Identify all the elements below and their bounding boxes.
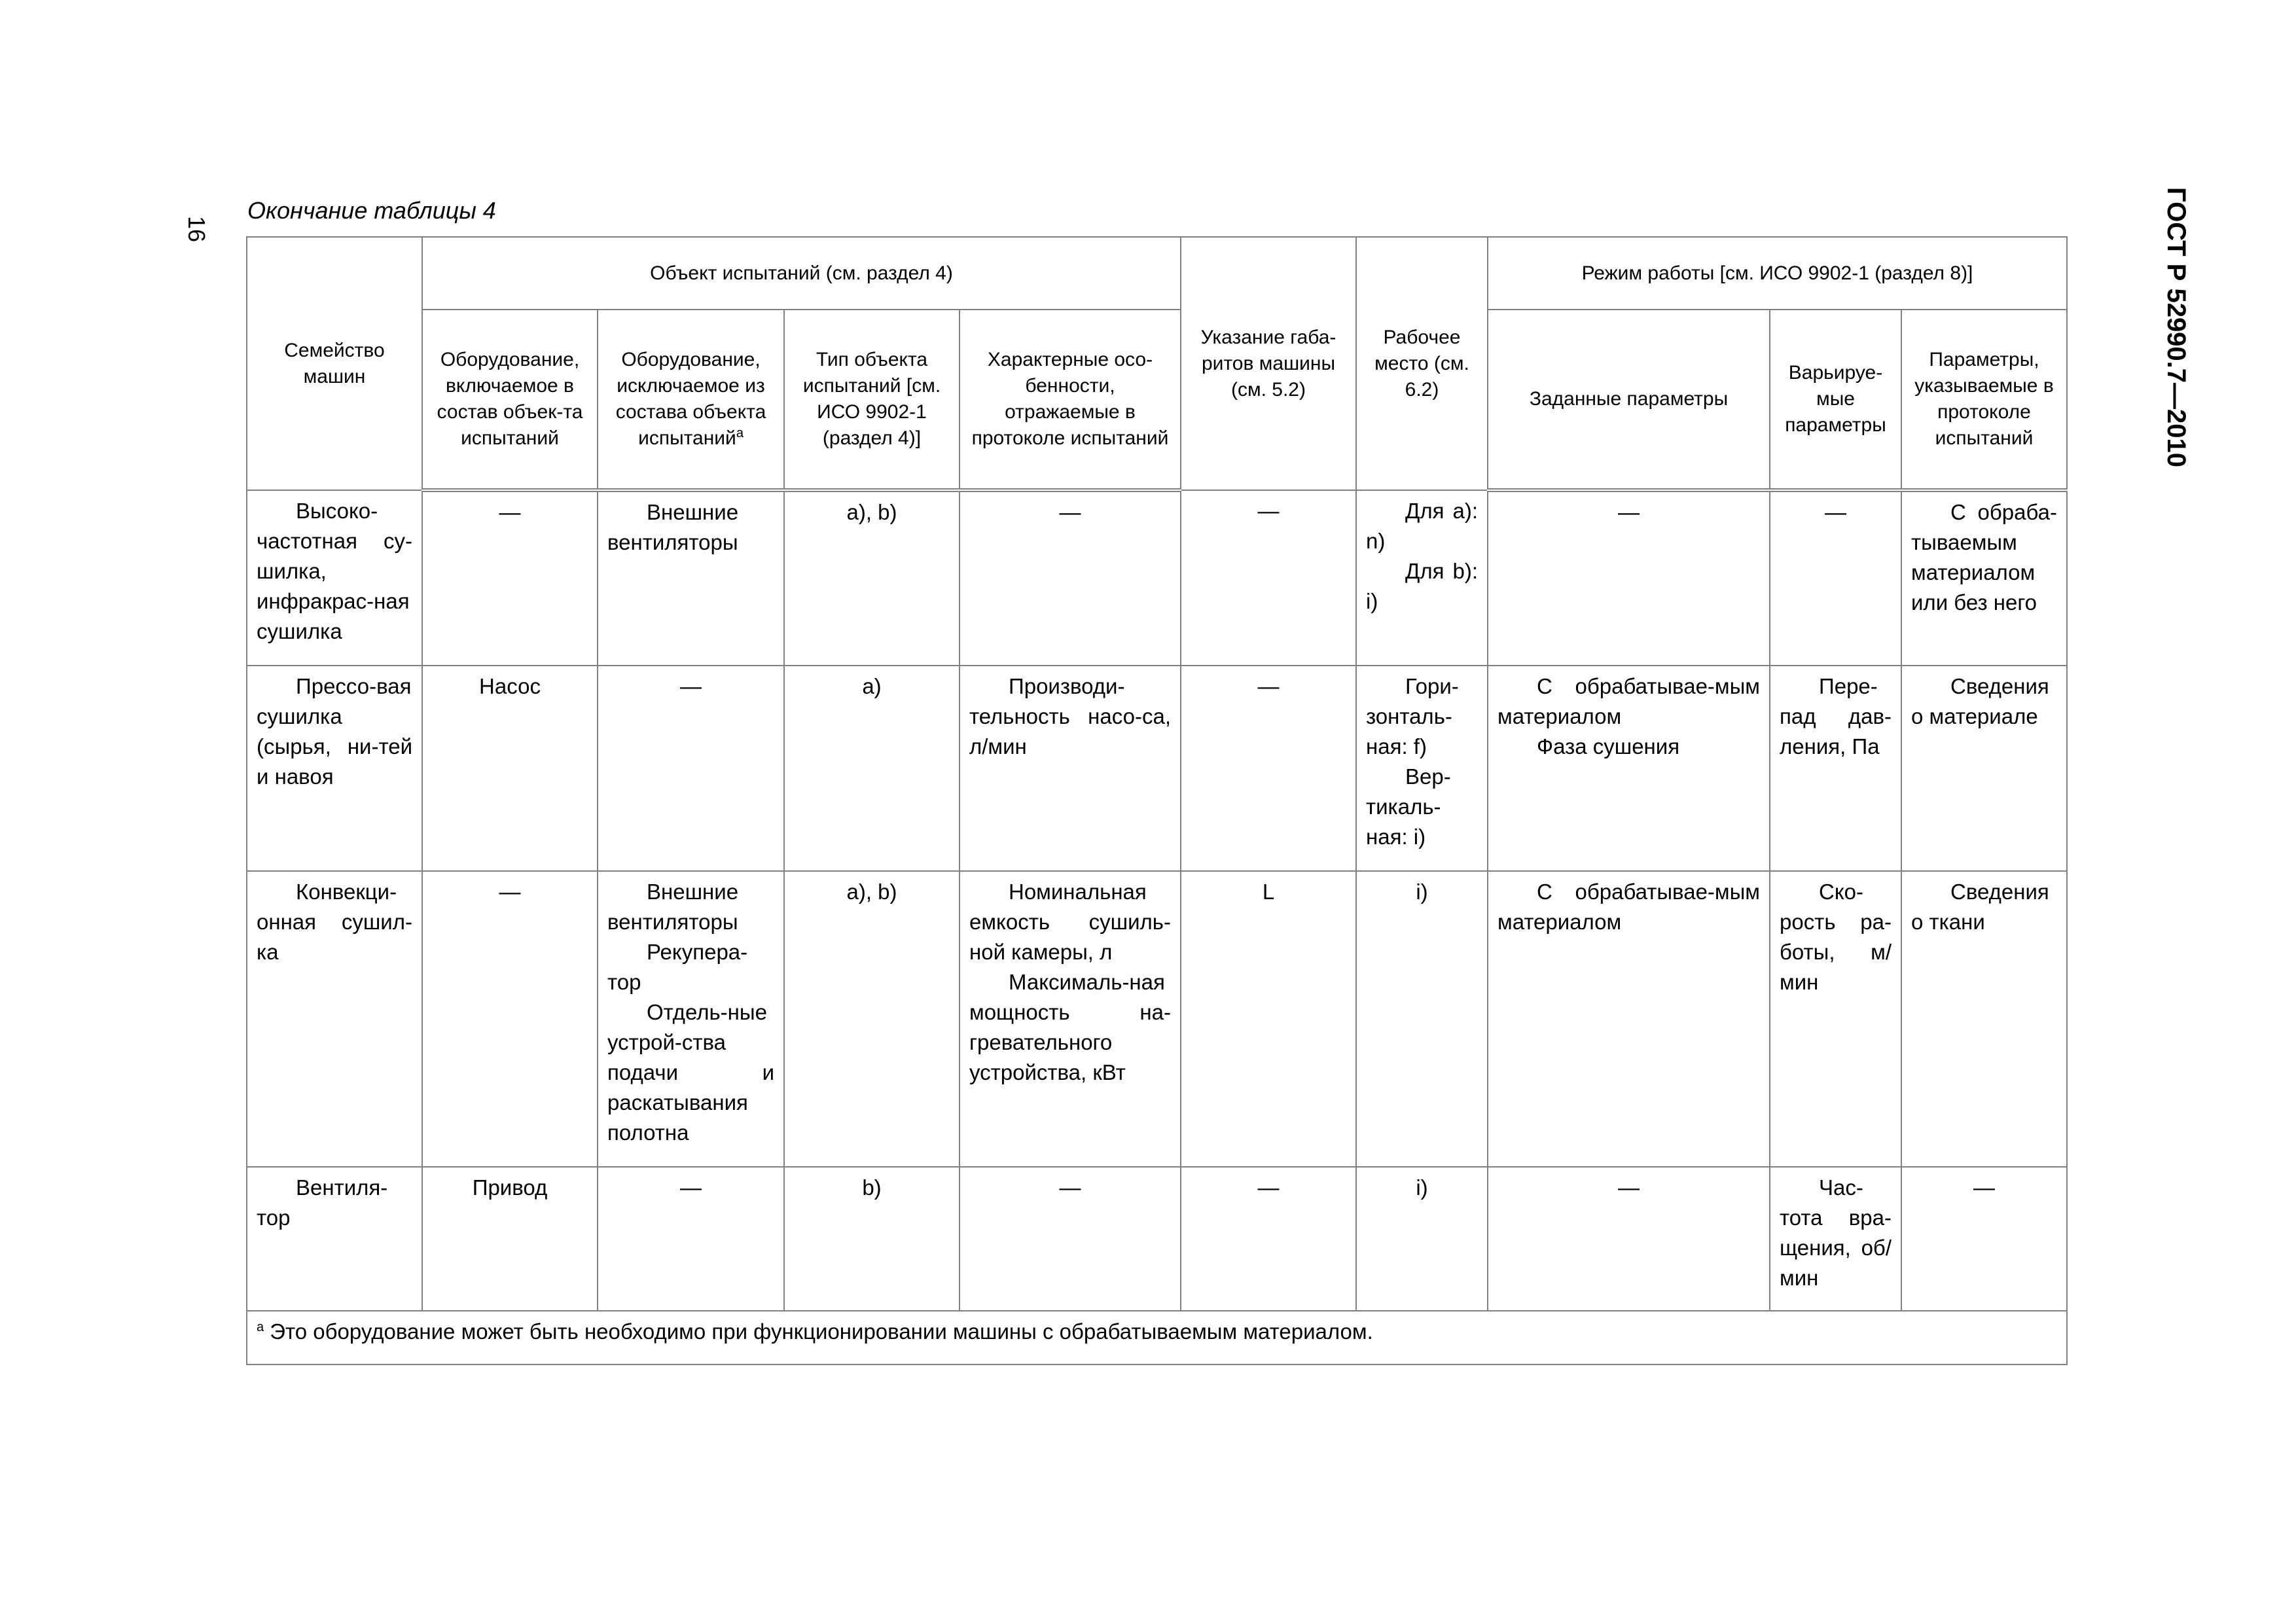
cell-included: Насос bbox=[422, 666, 598, 871]
features-line: Номинальная емкость сушиль-ной камеры, л bbox=[969, 880, 1171, 964]
cell-features: — bbox=[960, 1167, 1181, 1311]
cell-var-params: — bbox=[1770, 490, 1901, 666]
excluded-line: Рекупера-тор bbox=[607, 940, 748, 994]
page-number: 16 bbox=[183, 215, 210, 243]
cell-report-params: С обраба-тываемым материалом или без него bbox=[1901, 490, 2067, 666]
header-object-type: Тип объекта испытаний [см. ИСО 9902-1 (раздел 4)] bbox=[784, 310, 960, 490]
cell-dimensions: L bbox=[1181, 871, 1356, 1167]
footnote bbox=[247, 1311, 2067, 1364]
cell-type: b) bbox=[784, 1167, 960, 1311]
set-params-line: С обрабатывае-мым материалом bbox=[1498, 674, 1760, 728]
header-equipment-excluded-text: Оборудование, исключаемое из состава объекта испытаний bbox=[615, 349, 766, 449]
cell-workplace bbox=[1356, 871, 1488, 1167]
workplace-line: Вер-тикаль-ная: i) bbox=[1366, 764, 1451, 849]
excluded-line: Отдель-ные устрой-ства подачи и раскатывания полотна bbox=[607, 1000, 774, 1145]
standard-title: ГОСТ Р 52990.7—2010 bbox=[2162, 187, 2191, 468]
workplace-line: i) bbox=[1416, 1175, 1428, 1200]
cell-excluded: — bbox=[598, 666, 784, 871]
header-operation-mode: Режим работы [см. ИСО 9902-1 (раздел 8)] bbox=[1488, 237, 2067, 310]
cell-features: — bbox=[960, 490, 1181, 666]
header-features: Характерные осо-бенности, отражаемые в протоколе испытаний bbox=[960, 310, 1181, 490]
cell-dimensions: — bbox=[1181, 490, 1356, 666]
cell-included: — bbox=[422, 490, 598, 666]
footnote-text: Это оборудование может быть необходимо при функционировании машины с обрабатываемым материалом. bbox=[270, 1319, 1373, 1344]
cell-included: — bbox=[422, 871, 598, 1167]
cell-set-params bbox=[1488, 666, 1770, 871]
cell-excluded: — bbox=[598, 1167, 784, 1311]
workplace-line: Для b): i) bbox=[1366, 559, 1478, 613]
header-equipment-excluded bbox=[598, 310, 784, 490]
cell-excluded: Внешние вентиляторы bbox=[598, 490, 784, 666]
cell-report-params: Сведения о материале bbox=[1901, 666, 2067, 871]
workplace-line: Гори-зонталь-ная: f) bbox=[1366, 674, 1459, 758]
cell-var-params: Пере-пад дав-ления, Па bbox=[1770, 666, 1901, 871]
footnote-mark-ref: a bbox=[736, 426, 744, 440]
cell-family: Вентиля-тор bbox=[247, 1167, 422, 1311]
workplace-line: Для a): n) bbox=[1366, 499, 1478, 553]
set-params-line: Фаза сушения bbox=[1537, 734, 1680, 758]
table-row bbox=[247, 666, 2067, 871]
cell-workplace bbox=[1356, 490, 1488, 666]
cell-workplace bbox=[1356, 666, 1488, 871]
cell-type: a), b) bbox=[784, 490, 960, 666]
data-table bbox=[246, 236, 2068, 1365]
cell-set-params: — bbox=[1488, 490, 1770, 666]
cell-set-params bbox=[1488, 871, 1770, 1167]
header-dimensions: Указание габа-ритов машины (см. 5.2) bbox=[1181, 237, 1356, 490]
cell-type: a) bbox=[784, 666, 960, 871]
cell-features: Производи-тельность насо-са, л/мин bbox=[960, 666, 1181, 871]
workplace-line: i) bbox=[1416, 880, 1428, 904]
table-row bbox=[247, 871, 2067, 1167]
cell-family: Конвекци-онная сушил-ка bbox=[247, 871, 422, 1167]
header-var-params: Варьируе-мые параметры bbox=[1770, 310, 1901, 490]
cell-type: a), b) bbox=[784, 871, 960, 1167]
table-row bbox=[247, 490, 2067, 666]
cell-dimensions: — bbox=[1181, 1167, 1356, 1311]
cell-family: Высоко-частотная су-шилка, инфракрас-ная сушилка bbox=[247, 490, 422, 666]
cell-included: Привод bbox=[422, 1167, 598, 1311]
cell-set-params: — bbox=[1488, 1167, 1770, 1311]
cell-report-params: — bbox=[1901, 1167, 2067, 1311]
footnote-mark: a bbox=[257, 1320, 264, 1334]
features-line: Максималь-ная мощность на-гревательного устройства, кВт bbox=[969, 970, 1171, 1084]
header-report-params: Параметры, указываемые в протоколе испытаний bbox=[1901, 310, 2067, 490]
cell-var-params: Час-тота вра-щения, об/мин bbox=[1770, 1167, 1901, 1311]
header-equipment-included: Оборудование, включаемое в состав объек-та испытаний bbox=[422, 310, 598, 490]
cell-dimensions: — bbox=[1181, 666, 1356, 871]
header-family: Семейство машин bbox=[247, 237, 422, 490]
set-params-line: С обрабатывае-мым материалом bbox=[1498, 880, 1760, 934]
header-set-params: Заданные параметры bbox=[1488, 310, 1770, 490]
excluded-line: Внешние вентиляторы bbox=[607, 880, 739, 934]
header-workplace: Рабочее место (см. 6.2) bbox=[1356, 237, 1488, 490]
table-row bbox=[247, 1167, 2067, 1311]
cell-features bbox=[960, 871, 1181, 1167]
header-test-object: Объект испытаний (см. раздел 4) bbox=[422, 237, 1181, 310]
cell-family: Прессо-вая сушилка (сырья, ни-тей и навоя bbox=[247, 666, 422, 871]
table-caption: Окончание таблицы 4 bbox=[247, 197, 496, 224]
cell-excluded bbox=[598, 871, 784, 1167]
cell-var-params: Ско-рость ра-боты, м/мин bbox=[1770, 871, 1901, 1167]
cell-workplace bbox=[1356, 1167, 1488, 1311]
cell-report-params: Сведения о ткани bbox=[1901, 871, 2067, 1167]
